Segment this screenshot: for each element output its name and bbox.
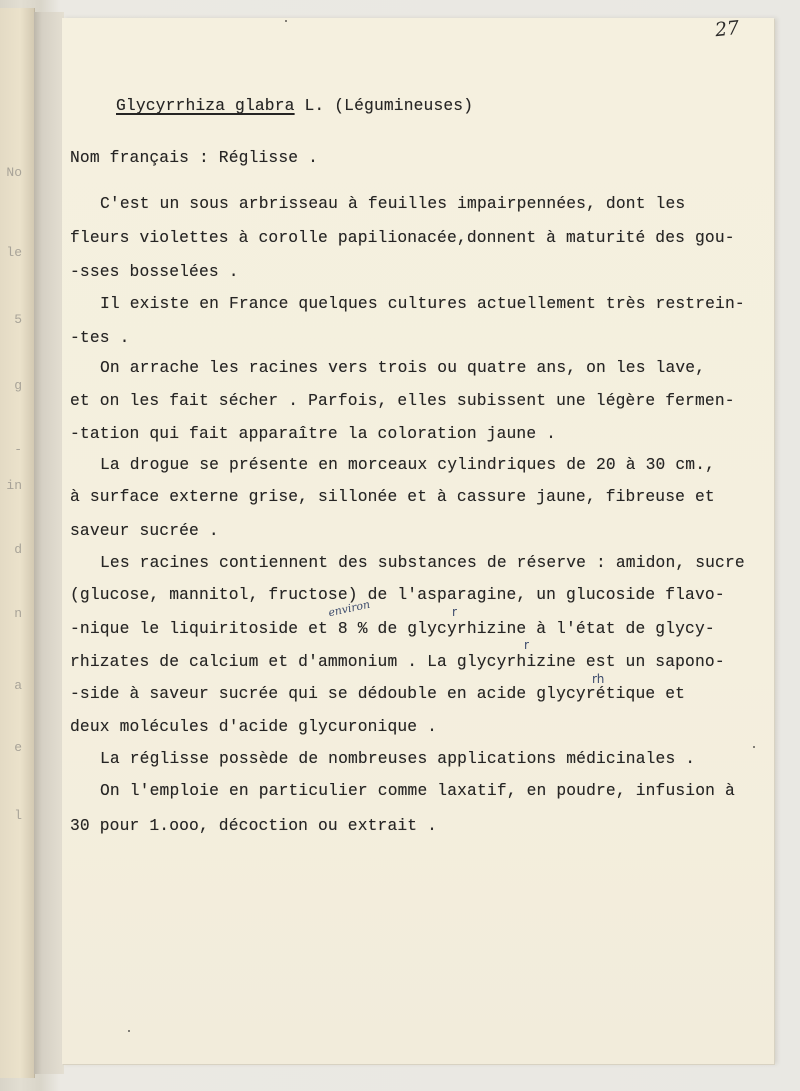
bleed-text: g xyxy=(14,378,22,393)
text-line: La drogue se présente en morceaux cylindriques de 20 à 30 cm., xyxy=(100,455,716,474)
text-line: (glucose, mannitol, fructose) de l'asparagine, un glucoside flavo- xyxy=(70,585,725,604)
text-line: rhizates de calcium et d'ammonium . La glycyrhizine est un sapono- xyxy=(70,652,725,671)
page-number: 27 xyxy=(713,16,741,42)
text-line: Il existe en France quelques cultures actuellement très restrein- xyxy=(100,294,745,313)
text-line: -sses bosselées . xyxy=(70,262,239,281)
text-line: -tation qui fait apparaître la coloration jaune . xyxy=(70,424,557,443)
bleed-text: - xyxy=(14,442,22,457)
handwritten-correction: rh xyxy=(592,672,605,686)
page-heading xyxy=(116,96,473,115)
bleed-text: in xyxy=(6,478,22,493)
text-line: -side à saveur sucrée qui se dédouble en acide glycyrétique et xyxy=(70,684,686,703)
text-line: On arrache les racines vers trois ou quatre ans, on les lave, xyxy=(100,358,706,377)
bleed-text: le xyxy=(6,245,22,260)
text-line: Nom français : Réglisse . xyxy=(70,148,319,167)
text-line: Les racines contiennent des substances de réserve : amidon, sucre xyxy=(100,553,745,572)
handwritten-correction: r xyxy=(452,605,457,619)
paper-speck xyxy=(285,20,287,22)
bleed-text: a xyxy=(14,678,22,693)
paper-speck xyxy=(128,1030,130,1032)
bleed-text: n xyxy=(14,606,22,621)
binding-gutter xyxy=(34,12,64,1074)
text-line: saveur sucrée . xyxy=(70,521,219,540)
text-line: On l'emploie en particulier comme laxatif, en poudre, infusion à xyxy=(100,781,735,800)
handwritten-correction: r xyxy=(524,638,529,652)
bleed-text: l xyxy=(14,808,22,823)
typed-sheet xyxy=(62,18,774,1064)
bleed-text: 5 xyxy=(14,312,22,327)
text-line: 30 pour 1.ooo, décoction ou extrait . xyxy=(70,816,438,835)
bleed-text: No xyxy=(6,165,22,180)
heading-species: Glycyrrhiza glabra xyxy=(116,96,295,115)
text-line: fleurs violettes à corolle papilionacée,donnent à maturité des gou- xyxy=(70,228,735,247)
text-line: C'est un sous arbrisseau à feuilles impairpennées, dont les xyxy=(100,194,686,213)
bleed-text: e xyxy=(14,740,22,755)
handwritten-annotation: environ xyxy=(327,597,372,620)
bleed-text: d xyxy=(14,542,22,557)
heading-family: L. (Légumineuses) xyxy=(294,96,474,115)
text-line: -tes . xyxy=(70,328,130,347)
text-line: deux molécules d'acide glycuronique . xyxy=(70,717,438,736)
text-line: à surface externe grise, sillonée et à cassure jaune, fibreuse et xyxy=(70,487,715,506)
text-line: et on les fait sécher . Parfois, elles subissent une légère fermen- xyxy=(70,391,735,410)
text-line: La réglisse possède de nombreuses applications médicinales . xyxy=(100,749,696,768)
text-line: -nique le liquiritoside et 8 % de glycyrhizine à l'état de glycy- xyxy=(70,619,715,638)
paper-speck xyxy=(753,746,755,748)
